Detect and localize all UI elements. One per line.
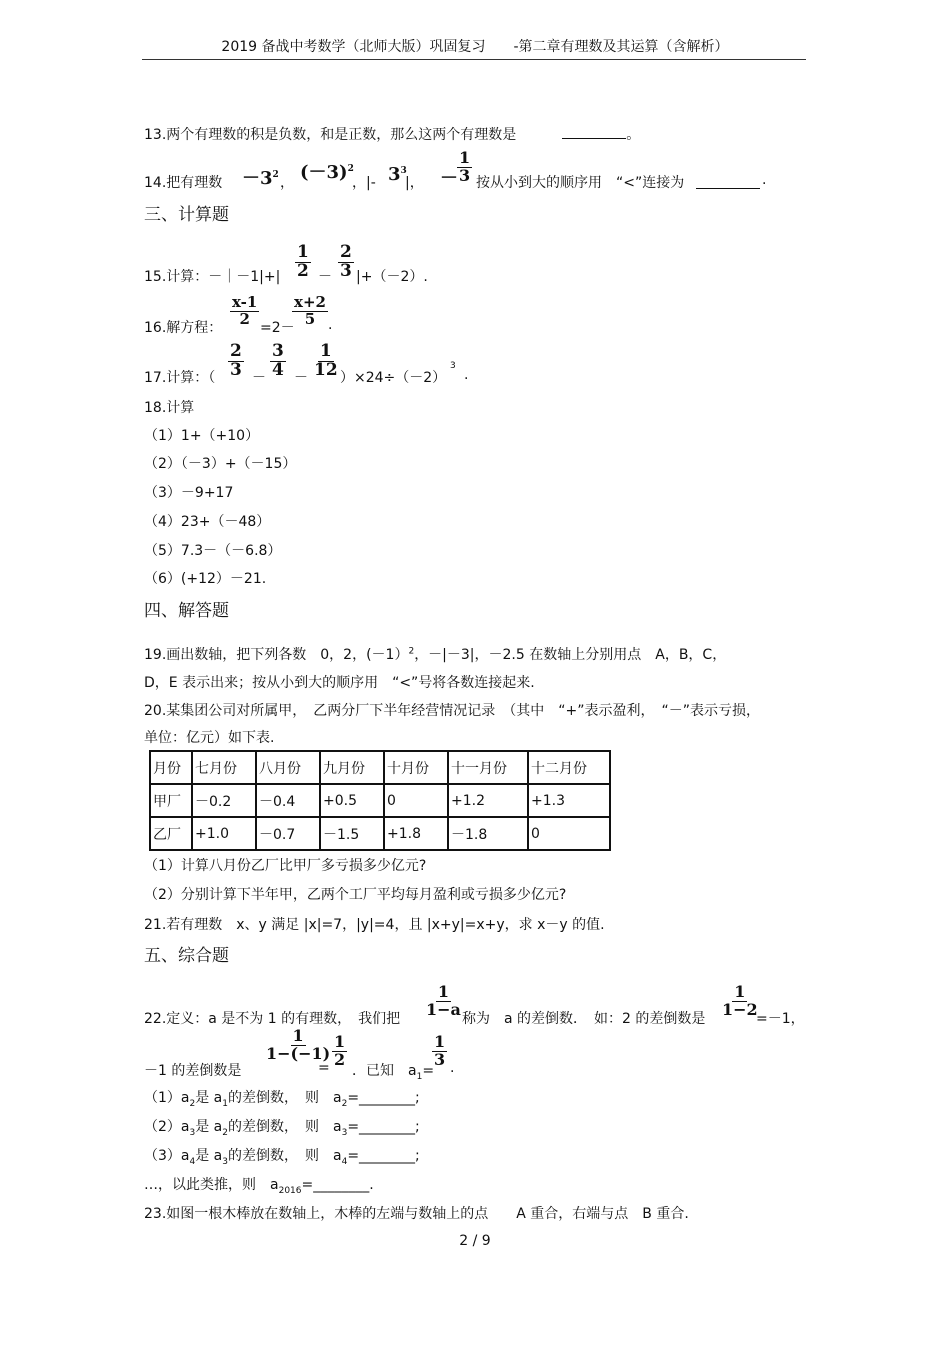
fraction: $\frac{3}{4}$ [272, 341, 284, 380]
page-header: 2019 备战中考数学（北师大版）巩固复习 -第二章有理数及其运算（含解析） [221, 39, 729, 55]
term-3: $3^3$ [388, 164, 407, 185]
answer-blank[interactable] [696, 174, 760, 189]
fraction: $\frac{1}{3}$ [434, 1032, 446, 1069]
term-2: $(-3)^2$ [300, 162, 354, 183]
question-13: 13.两个有理数的积是负数，和是正数，那么这两个有理数是 。 [144, 124, 640, 144]
page-number: 2 / 9 [459, 1233, 491, 1249]
fraction: $\frac{1}{2}$ [334, 1032, 346, 1069]
question-22-line-1: 22.定义：a 是不为 1 的有理数， 我们把 $\frac{1}{1-a}$ 称为 a 的差倒数． 如：2 的差倒数是 $\frac{1}{1-2}$ =－1， [144, 982, 805, 1027]
answer-blank[interactable] [562, 124, 626, 139]
question-20-sub-2: （2）分别计算下半年甲，乙两个工厂平均每月盈利或亏损多少亿元? [144, 887, 567, 903]
question-20-line-1: 20.某集团公司对所属甲， 乙两分厂下半年经营情况记录 （其中 “+”表示盈利， “－”表示亏损， [144, 703, 761, 719]
list-item: （4）23+（－48） [144, 514, 271, 530]
question-18-title: 18.计算 [144, 400, 195, 416]
question-22-sub-2: $(2)a_3$是 $a_2$的差倒数， 则 $a_3=\_\_\_\_\_\_\_\_$; [144, 1119, 420, 1138]
list-item: （5）7.3－（－6.8） [144, 543, 282, 559]
fraction: $\frac{1}{12}$ [314, 341, 338, 380]
question-22-sub-3: $(3)a_4$是 $a_3$的差倒数， 则 $a_4=\_\_\_\_\_\_\_\_$; [144, 1148, 420, 1167]
question-21: 21.若有理数 x、y 满足 |x|=7，|y|=4，且 |x+y|=x+y，求 x－y 的值. [144, 917, 605, 933]
fraction: $\frac{2}{3}$ [340, 242, 352, 281]
question-19-line-2: D，E 表示出来；按从小到大的顺序用 “<”号将各数连接起来. [144, 675, 535, 691]
fraction: $\frac{1}{1-(-1)}$ [266, 1026, 331, 1063]
question-22-sub-1: $(1)a_2$是 $a_1$的差倒数， 则 $a_2=\_\_\_\_\_\_\_\_$; [144, 1090, 420, 1109]
table-row: 月份 七月份 八月份 九月份 十月份 十一月份 十二月份 [150, 751, 610, 784]
list-item: （2）（－3）+（－15） [144, 456, 297, 472]
fraction: $\frac{1}{1-2}$ [722, 982, 758, 1019]
fraction: $\frac{2}{3}$ [230, 341, 242, 380]
section-4-title: 四、解答题 [144, 601, 229, 621]
term-1: $-3^2$ [242, 168, 279, 189]
fraction: $\frac{1}{3}$ [459, 148, 471, 185]
question-23: 23.如图一根木棒放在数轴上，木棒的左端与数轴上的点 A 重合，右端与点 B 重合. [144, 1206, 689, 1222]
fraction: $\frac{x-1}{2}$ [232, 293, 258, 328]
table-row: 甲厂 －0.2 －0.4 +0.5 0 +1.2 +1.3 [150, 784, 610, 817]
question-20-sub-1: （1）计算八月份乙厂比甲厂多亏损多少亿元? [144, 858, 427, 874]
section-3-title: 三、计算题 [144, 205, 229, 225]
list-item: （1）1+（+10） [144, 428, 260, 444]
list-item: （3）－9+17 [144, 485, 234, 501]
table-row: 乙厂 +1.0 －0.7 －1.5 +1.8 －1.8 0 [150, 817, 610, 850]
question-20-line-2: 单位：亿元）如下表. [144, 730, 275, 746]
fraction: $\frac{x+2}{5}$ [294, 293, 326, 328]
header-divider [142, 59, 806, 60]
fraction: $\frac{1}{2}$ [297, 242, 309, 281]
question-22-sub-4: …，以此类推，则 $a_{2016}=\_\_\_\_\_\_\_\_$. [144, 1177, 374, 1196]
list-item: （6）(+12）－21. [144, 571, 267, 587]
section-5-title: 五、综合题 [144, 946, 229, 966]
question-19-line-1: 19.画出数轴，把下列各数 0，2，(－1）$^2$，－|－3|，－2.5 在数轴上分别用点 A，B，C， [144, 646, 727, 663]
fraction: $\frac{1}{1-a}$ [426, 982, 461, 1019]
data-table [149, 750, 611, 851]
